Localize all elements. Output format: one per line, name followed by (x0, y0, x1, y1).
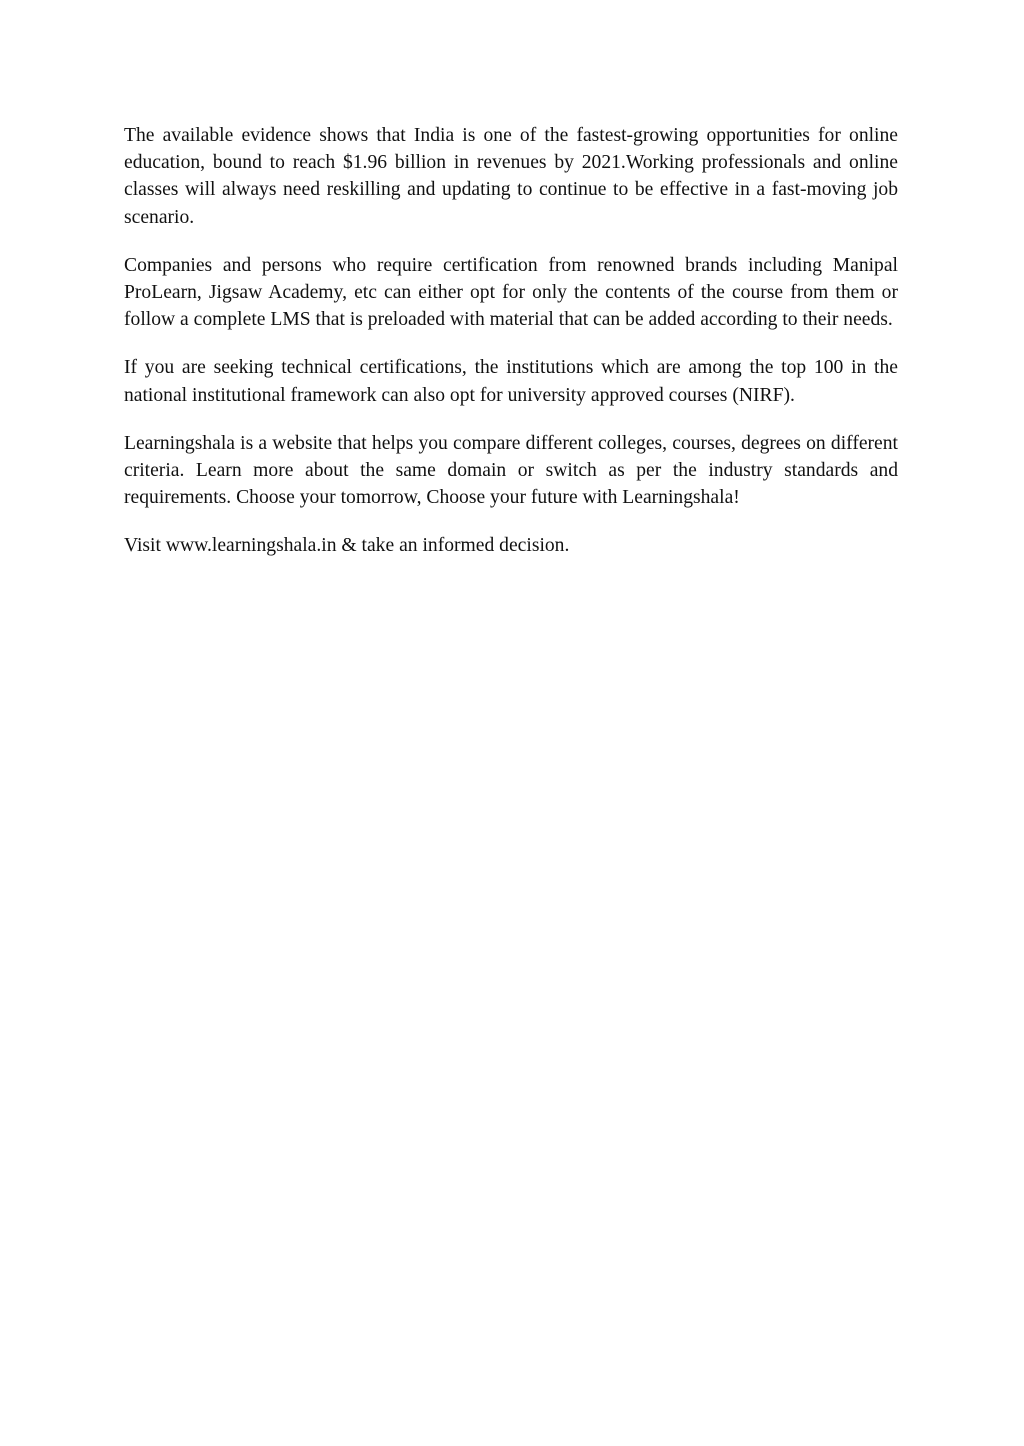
paragraph-certification-options: Companies and persons who require certification from renowned brands including Manipal ProLearn, Jigsaw Academy, etc can either opt for only the contents of the course from them or follow a complete LMS that is preloaded with material that can be added according to their needs. (124, 254, 898, 331)
paragraph-online-education-growth: The available evidence shows that India is one of the fastest-growing opportunities for online education, bound to reach $1.96 billion in revenues by 2021.Working professionals and online classes will always need reskilling and updating to continue to be effective in a fast-moving job scenario. (124, 125, 898, 228)
document-body (124, 122, 898, 581)
paragraph-technical-certifications: If you are seeking technical certifications, the institutions which are among the top 100 in the national institutional framework can also opt for university approved courses (NIRF). (124, 357, 898, 406)
paragraph-learningshala-about: Learningshala is a website that helps you compare different colleges, courses, degrees on different criteria. Learn more about the same domain or switch as per the industry standards and requirements. Choose your tomorrow, Choose your future with Learningshala! (124, 432, 898, 509)
paragraph-visit-website: Visit www.learningshala.in & take an informed decision. (124, 535, 570, 557)
